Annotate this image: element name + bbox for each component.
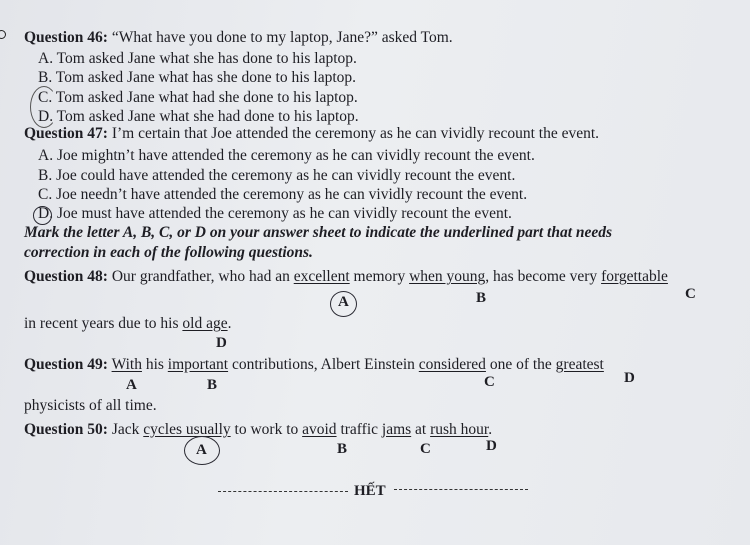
q50-letter-b: B: [337, 441, 348, 457]
q49-letter-d: D: [624, 370, 635, 386]
margin-bullet: [0, 30, 6, 39]
q48-part-b: when young: [409, 268, 486, 285]
question-48-line-2: [24, 315, 231, 333]
question-49-line-2: physicists of all time.: [24, 397, 157, 414]
q49-part-d: greatest: [555, 356, 604, 373]
q50-letter-a: A: [196, 442, 207, 458]
q46-option-b: B. Tom asked Jane what has she done to his laptop.: [38, 69, 357, 86]
question-47-label: Question 47:: [24, 125, 108, 142]
q50-text-3: traffic: [336, 421, 382, 438]
question-46-label: Question 46:: [24, 29, 108, 46]
question-49-label: Question 49:: [24, 356, 108, 373]
instruction-line-2: correction in each of the following questions.: [24, 244, 313, 261]
q49-part-a: With: [111, 356, 142, 373]
q50-part-b: avoid: [302, 421, 337, 438]
q47-option-b: B. Joe could have attended the ceremony as he can vividly recount the event.: [38, 167, 516, 184]
q49-text-2: contributions, Albert Einstein: [228, 356, 419, 373]
q50-text-1: Jack: [107, 421, 144, 438]
q50-text-5: .: [488, 421, 493, 438]
q48-letter-d: D: [216, 335, 227, 351]
q46-option-c: C. Tom asked Jane what had she done to his laptop.: [38, 89, 358, 106]
q50-text-4: at: [411, 421, 431, 438]
instruction-line-1: Mark the letter A, B, C, or D on your answer sheet to indicate the underlined part that needs: [24, 224, 613, 241]
q47-option-c: C. Joe needn’t have attended the ceremony as he can vividly recount the event.: [38, 186, 528, 203]
q48-text-1: Our grandfather, who had an: [107, 268, 294, 285]
q48-text-2: memory: [349, 268, 410, 285]
answer-circle-q50: [184, 436, 220, 465]
q49-text-1: his: [141, 356, 168, 373]
q50-part-d: rush hour: [430, 421, 489, 438]
question-50-label: Question 50:: [24, 421, 108, 438]
q50-letter-c: C: [420, 441, 431, 457]
q48-part-d: old age: [182, 315, 228, 332]
q46-option-d: D. Tom asked Jane what she had done to his laptop.: [38, 108, 359, 125]
q48-text-3: , has become very: [485, 268, 602, 285]
question-47: [24, 125, 599, 143]
q47-option-d: D. Joe must have attended the ceremony as he can vividly recount the event.: [38, 205, 512, 222]
q48-letter-b: B: [476, 290, 487, 306]
q48-letter-a: A: [338, 294, 349, 310]
question-46-text: “What have you done to my laptop, Jane?” asked Tom.: [107, 29, 453, 46]
q48-part-c: forgettable: [601, 268, 668, 285]
question-48: [24, 268, 668, 286]
footer-dash-right: [394, 489, 528, 490]
q50-part-c: jams: [381, 421, 412, 438]
q50-letter-d: D: [486, 438, 497, 454]
q48-text-4: in recent years due to his: [24, 315, 183, 332]
q49-letter-c: C: [484, 374, 495, 390]
q50-part-a: cycles usually: [143, 421, 231, 438]
q47-option-a: A. Joe mightn’t have attended the ceremony as he can vividly recount the event.: [38, 147, 535, 164]
question-48-label: Question 48:: [24, 268, 108, 285]
q48-part-a: excellent: [293, 268, 350, 285]
q49-letter-b: B: [207, 377, 218, 393]
q49-part-b: important: [167, 356, 229, 373]
q49-part-c: considered: [418, 356, 486, 373]
q49-letter-a: A: [126, 377, 137, 393]
question-46: [24, 29, 453, 47]
answer-circle-q47: [33, 206, 52, 225]
answer-circle-q48: [330, 291, 357, 317]
question-49: [24, 356, 604, 374]
q46-option-a: A. Tom asked Jane what she has done to his laptop.: [38, 50, 357, 67]
q48-letter-c: C: [685, 286, 696, 302]
question-47-text: I’m certain that Joe attended the ceremony as he can vividly recount the event.: [107, 125, 600, 142]
q50-text-2: to work to: [230, 421, 303, 438]
q49-text-3: one of the: [485, 356, 556, 373]
q48-text-5: .: [227, 315, 232, 332]
question-50: [24, 421, 492, 439]
answer-circle-q46: [30, 86, 58, 128]
footer-dash-left: [218, 491, 348, 492]
footer-end-text: HẾT: [354, 483, 386, 499]
